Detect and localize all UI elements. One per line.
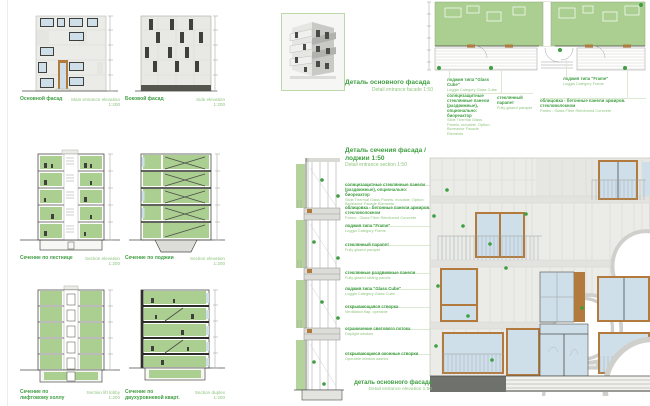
figure-label-ru: Сечение по лестнице: [20, 255, 73, 261]
annotation-en: Slide Thermal Glass Panels, movable. Option: Bioreactor Facade Elements: [345, 196, 425, 207]
annotation-en: Slide Thermal Glass Panels, movable. Option: Bioreactor Facade Elements: [447, 117, 491, 136]
facade-elevation-detail: [428, 156, 650, 396]
annotation-cladding: [540, 99, 648, 113]
plan-ruler: [427, 2, 431, 70]
entrance-door: [506, 328, 540, 376]
detail-section-title-ru: Деталь сечения фасада / лоджии 1:50: [345, 147, 426, 162]
dimension-ticks: [108, 154, 113, 240]
base-strip: [141, 85, 211, 91]
axon-photo-frame: [281, 13, 345, 91]
figure-scale: 1:200: [213, 102, 225, 108]
annotation-en: Loggia Category Frame: [563, 80, 604, 86]
figure-scale: 1:200: [108, 395, 120, 401]
foundation: [302, 390, 342, 400]
figure-scale: 1:200: [213, 261, 225, 267]
section-duplex-drawing: [125, 284, 225, 388]
caption-section-duplex: [125, 390, 225, 402]
figure-section-stair: [20, 148, 120, 259]
caption-side-elevation: [125, 97, 225, 108]
figure-scale: 1:200: [108, 102, 120, 108]
detail-facade-title: [345, 79, 433, 93]
annotation-glass-cube: [447, 78, 502, 92]
figure-label-en-text: Section duplex: [194, 390, 225, 395]
annotation-glass-parapet: [345, 243, 431, 252]
annotation-ventilation-flap: [345, 305, 431, 314]
annotation-ru: солнцезащитные стеклянные панели (раздвижные), опционально: биореактор: [345, 182, 426, 197]
dimension-ticks: [213, 16, 218, 91]
plan-rooms: [435, 2, 645, 46]
dimension-ticks: [213, 290, 218, 368]
annotation-en: Loggia Category Frame: [345, 227, 386, 233]
stair-core: [64, 154, 78, 240]
annotation-daylight: [345, 327, 431, 336]
annotation-en: Panes - Glass Fibre Reinforced Concrete: [540, 107, 612, 113]
figure-section-duplex: [125, 284, 225, 393]
annotation-en: Operable window sashes: [345, 355, 389, 361]
annotation-loggia-frame: [345, 224, 431, 233]
annotation-ru: ограничение светового потока: [345, 326, 411, 331]
window-bottom-left: [442, 332, 504, 374]
annotation-ru: лоджия типа "Glass Cube": [345, 286, 401, 291]
caption-main-elevation: [20, 97, 120, 108]
section-lift-drawing: [20, 284, 120, 388]
annotation-window-sashes: [345, 352, 431, 361]
figure-label-en-text: Section elevation: [190, 256, 225, 261]
window-center-tall: [540, 272, 585, 322]
axon-photo: [282, 14, 344, 90]
annotation-ru: лоджия типа "Frame": [345, 223, 391, 228]
annotation-en: Daylight window: [345, 330, 374, 336]
annotation-en: Ventilation flap, operable: [345, 308, 388, 314]
caption-section-loggia: [125, 256, 225, 267]
detail-facade-title-ru: Деталь основного фасада: [345, 79, 431, 86]
annotation-en: Panes - Glass Fibre Reinforced Concrete: [345, 214, 417, 220]
figure-scale: 1:200: [213, 395, 225, 401]
entrance-door: [56, 60, 70, 91]
annotation-ru: лоджия типа "Glass Cube": [447, 77, 490, 87]
figure-label-en: [195, 390, 225, 402]
annotation-en: Loggia Category Glass Cube: [345, 290, 395, 296]
figure-side-elevation: [125, 12, 225, 101]
detail-elevation-title-en: Detail entrance elevation 1:50: [368, 387, 432, 393]
figure-label-en-text: Main entrance elevation: [71, 97, 120, 102]
annotation-ru: открывающаяся створка: [345, 304, 399, 309]
leader-line: [566, 60, 567, 77]
figure-label-en: [196, 97, 225, 108]
window-right-mid: [597, 276, 650, 322]
annotation-ru: стеклянный парапет: [345, 242, 390, 247]
plan-detail-drawing: [427, 0, 650, 75]
annotation-en: Fully glazed parapet: [497, 104, 533, 110]
leader-line: [627, 70, 628, 98]
annotation-ru: облицовка - бетонные панели армиров. стекловолокном: [345, 205, 431, 215]
figure-label-en: [71, 97, 120, 108]
annotation-ru: лоджия типа "Frame": [563, 76, 609, 81]
dimension-ticks: [108, 16, 113, 91]
figure-scale: 1:200: [108, 261, 120, 267]
figure-label-ru: Сечение по лифтовому холлу: [20, 389, 65, 401]
annotation-en: Fully glazed sliding panels: [345, 274, 391, 280]
dimension-ticks: [215, 154, 220, 240]
annotation-cladding: [345, 206, 431, 220]
plinth-and-steps: [430, 376, 650, 392]
annotation-en: Loggia Category Glass Cube: [447, 86, 497, 92]
section-stair-drawing: [20, 148, 120, 254]
annotation-en: Fully glazed parapet: [345, 246, 381, 252]
entrance-glazing: [540, 324, 588, 376]
figure-section-loggia: [125, 148, 225, 259]
annotation-glass-parapet: [497, 96, 537, 110]
annotation-solar-panels: [447, 94, 493, 136]
main-elevation-drawing: [20, 12, 120, 96]
figure-label-ru: Основной фасад: [20, 96, 63, 102]
figure-label-ru: Сечение по двухуровневой кварт.: [125, 389, 180, 401]
caption-section-stair: [20, 256, 120, 267]
interior-green: [296, 164, 305, 390]
dimension-ticks: [108, 290, 113, 370]
facade-section-strip: [294, 158, 344, 404]
figure-label-en: [190, 256, 225, 267]
annotation-loggia-frame: [563, 77, 613, 86]
figure-label-en-text: Section elevation: [85, 256, 120, 261]
sheet-edge-line: [7, 0, 8, 406]
annotation-sliding-panels: [345, 271, 431, 280]
figure-label-en: [87, 390, 120, 402]
annotation-ru: стеклянные раздвижные панели: [345, 270, 416, 275]
figure-label-ru: Сечение по лоджии: [125, 255, 174, 261]
detail-section-title-en: Detail entrance section 1:50: [345, 162, 407, 169]
detail-facade-title-en: Detail entrance facade 1:50: [371, 86, 433, 93]
annotation-glass-cube: [345, 287, 431, 296]
detail-elevation-title: [346, 380, 432, 393]
annotation-solar-panels: [345, 183, 431, 207]
figure-label-en: [85, 256, 120, 267]
loggia-decking: [435, 48, 645, 70]
section-loggia-drawing: [125, 148, 225, 254]
figure-label-en-text: Side elevation: [196, 97, 225, 102]
floor-slabs: [304, 208, 340, 340]
detail-elevation-title-ru: деталь основного фасада: [354, 380, 432, 386]
figure-main-elevation: [20, 12, 120, 101]
detail-section-title: [345, 147, 437, 168]
figure-section-lift: [20, 284, 120, 393]
annotation-ru: открывающиеся оконные створки: [345, 351, 419, 356]
figure-label-ru: Боковой фасад: [125, 96, 164, 102]
caption-section-lift: [20, 390, 120, 402]
figure-label-en-text: Section lift lobby: [86, 390, 120, 395]
annotation-ru: облицовка - бетонные панели армиров. стекловолокном: [540, 98, 626, 108]
foundation: [155, 240, 197, 252]
side-elevation-drawing: [125, 12, 225, 96]
annotation-ru: стеклянный парапет: [497, 95, 523, 105]
annotation-ru: солнцезащитные стеклянные панели (раздвижные), опционально: биореактор: [447, 93, 490, 118]
